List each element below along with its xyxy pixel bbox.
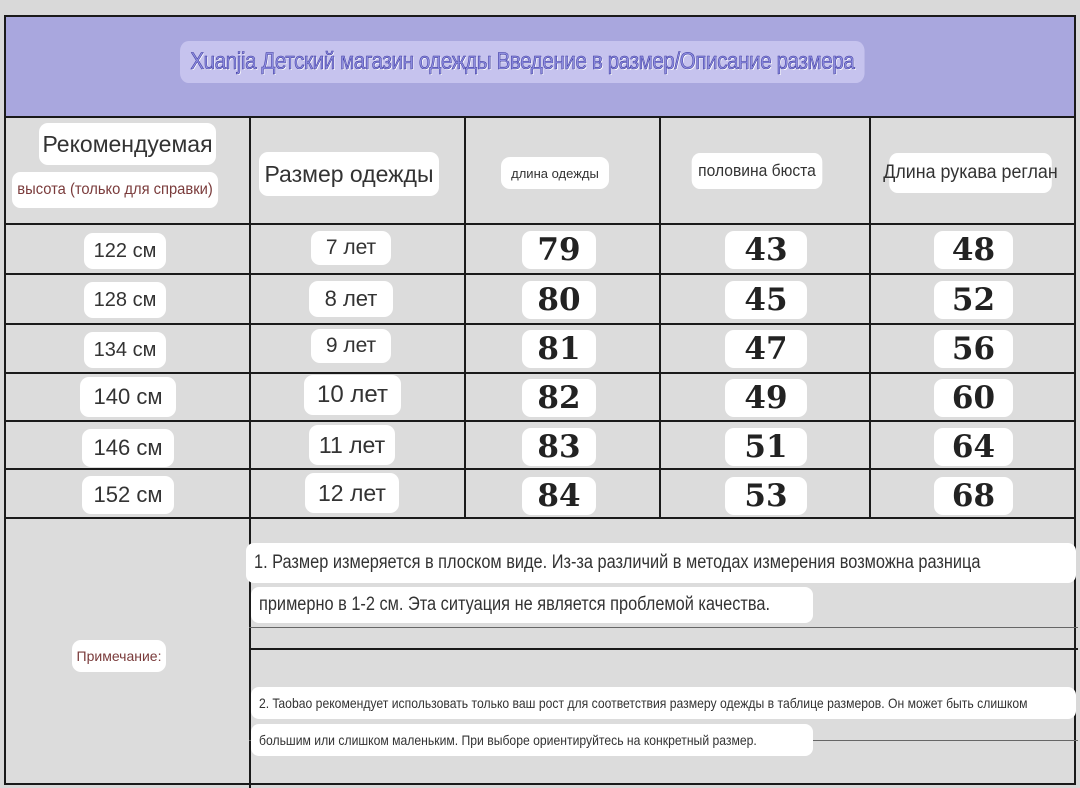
- grid-line: [6, 517, 1074, 519]
- length-cell: 80: [522, 281, 596, 319]
- note-1-line-1: [246, 543, 1076, 583]
- grid-line: [6, 273, 1074, 275]
- bust-cell: 47: [725, 330, 807, 368]
- size-chart-frame: [4, 15, 1076, 785]
- grid-line: [6, 468, 1074, 470]
- sleeve-cell: 64: [934, 428, 1013, 466]
- bust-cell: 53: [725, 477, 807, 515]
- size-cell: 7 лет: [311, 231, 391, 265]
- sleeve-cell: 48: [934, 231, 1013, 269]
- grid-line: [6, 372, 1074, 374]
- length-cell: 82: [522, 379, 596, 417]
- height-cell: 146 см: [82, 429, 174, 467]
- note-2-line-2: [251, 724, 813, 756]
- grid-line: [6, 420, 1074, 422]
- bust-cell: 49: [725, 379, 807, 417]
- header-clothing-size: Размер одежды: [259, 152, 439, 196]
- sleeve-cell: 56: [934, 330, 1013, 368]
- title-banner: [6, 17, 1074, 118]
- size-cell: 12 лет: [305, 473, 399, 513]
- note-2-line-1-text: 2. Taobao рекомендует использовать только ваш рост для соответствия размеру одежды в таблице размеров. Он может быть слишком: [259, 695, 1028, 711]
- bust-cell: 45: [725, 281, 807, 319]
- header-half-bust: половина бюста: [692, 153, 823, 189]
- header-raglan-sleeve: Длина рукава реглан: [889, 153, 1052, 193]
- size-cell: 9 лет: [311, 329, 391, 363]
- size-cell: 11 лет: [309, 425, 395, 465]
- grid-line: [6, 323, 1074, 325]
- length-cell: 84: [522, 477, 596, 515]
- note-2-line-2-text: большим или слишком маленьким. При выборе ориентируйтесь на конкретный размер.: [259, 732, 757, 748]
- height-cell: 134 см: [84, 332, 166, 368]
- sleeve-cell: 60: [934, 379, 1013, 417]
- height-cell: 152 см: [82, 476, 174, 514]
- header-garment-length: длина одежды: [501, 157, 609, 189]
- length-cell: 79: [522, 231, 596, 269]
- sleeve-cell: 68: [934, 477, 1013, 515]
- grid-line: [464, 118, 466, 518]
- size-cell: 10 лет: [304, 375, 401, 415]
- size-cell: 8 лет: [309, 281, 393, 317]
- grid-line: [6, 223, 1074, 225]
- header-height-note: высота (только для справки): [12, 172, 218, 208]
- height-cell: 140 см: [80, 377, 176, 417]
- note-2-line-1: [251, 687, 1076, 719]
- grid-line: [249, 627, 1078, 628]
- grid-line: [869, 118, 871, 518]
- length-cell: 81: [522, 330, 596, 368]
- length-cell: 83: [522, 428, 596, 466]
- note-1-line-2-text: примерно в 1-2 см. Эта ситуация не является проблемой качества.: [259, 594, 771, 615]
- bust-cell: 51: [725, 428, 807, 466]
- bust-cell: 43: [725, 231, 807, 269]
- grid-line: [249, 648, 1078, 650]
- note-1-line-2: [251, 587, 813, 623]
- grid-line: [249, 118, 251, 788]
- notes-label: Примечание:: [72, 640, 166, 672]
- grid-line: [659, 118, 661, 518]
- height-cell: 128 см: [84, 282, 166, 318]
- note-1-line-1-text: 1. Размер измеряется в плоском виде. Из-за различий в методах измерения возможна разница: [254, 552, 981, 573]
- page-title: Xuanjia Детский магазин одежды Введение в размер/Описание размера: [180, 41, 865, 83]
- header-recommended-height: Рекомендуемая: [39, 123, 216, 165]
- height-cell: 122 см: [84, 233, 166, 269]
- sleeve-cell: 52: [934, 281, 1013, 319]
